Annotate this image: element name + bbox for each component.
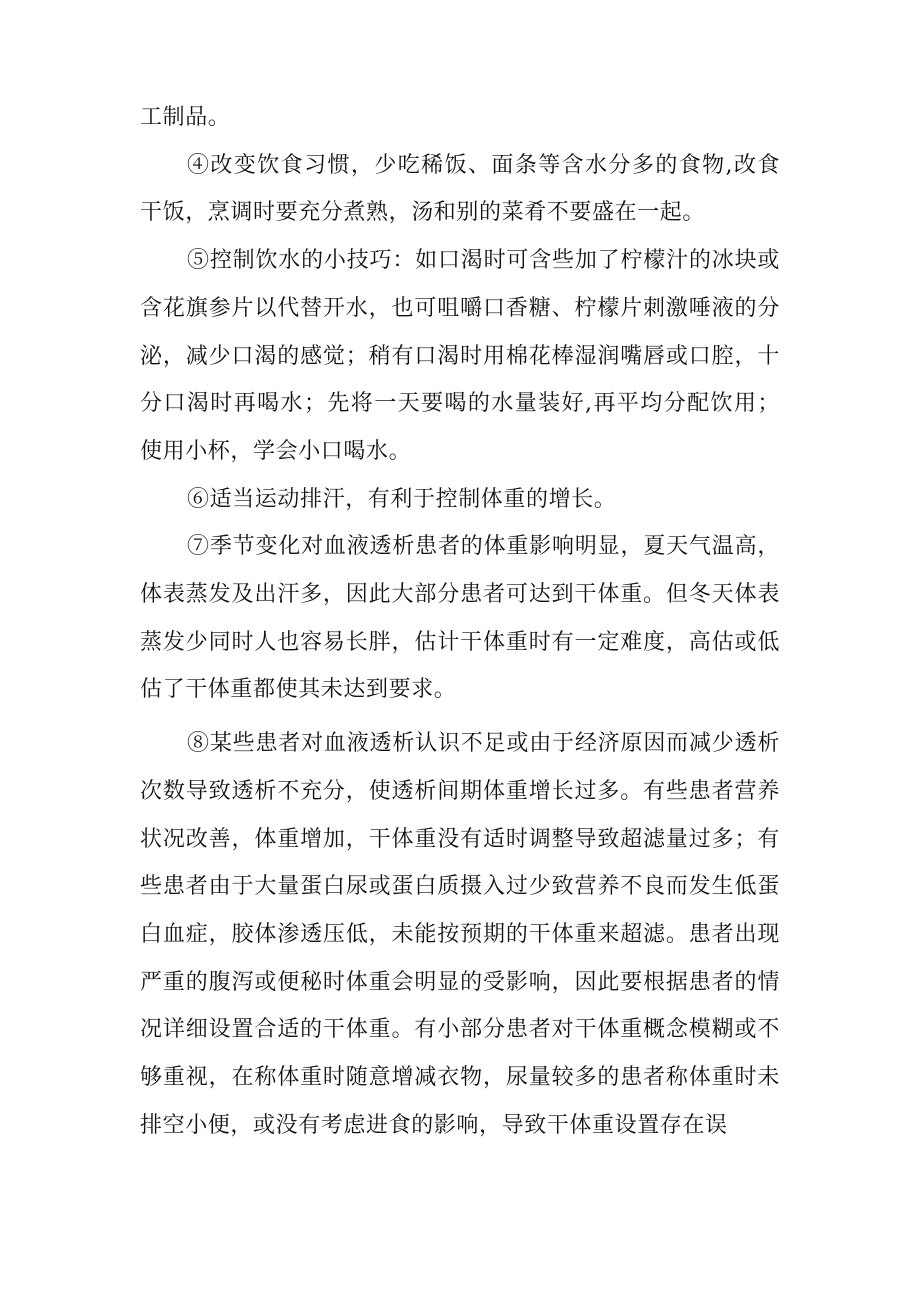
paragraph-item-4: ④改变饮食习惯，少吃稀饭、面条等含水分多的食物,改食干饭，烹调时要充分煮熟，汤和别的菜肴不要盛在一起。 [140,152,780,226]
paragraph-item-6: ⑥适当运动排汗，有利于控制体重的增长。 [187,486,617,512]
paragraph-continuation: 工制品。 [140,105,231,130]
paragraph-item-5: ⑤控制饮水的小技巧：如口渴时可含些加了柠檬汁的冰块或含花旗参片以代替开水，也可咀嚼口香糖、柠檬片刺激唾液的分泌，减少口渴的感觉；稍有口渴时用棉花棒湿润嘴唇或口腔，十分口渴时再喝水；先将一天要喝的水量装好,再平均分配饮用；使用小杯，学会小口喝水。 [140,248,780,464]
paragraph-item-8: ⑧某些患者对血液透析认识不足或由于经济原因而减少透析次数导致透析不充分，使透析间期体重增长过多。有些患者营养状况改善，体重增加，干体重没有适时调整导致超滤量过多；有些患者由于大量蛋白尿或蛋白质摄入过少致营养不良而发生低蛋白血症，胶体渗透压低，未能按预期的干体重来超滤。患者出现严重的腹泻或便秘时体重会明显的受影响，因此要根据患者的情况详细设置合适的干体重。有小部分患者对干体重概念模糊或不够重视，在称体重时随意增减衣物，尿量较多的患者称体重时未排空小便，或没有考虑进食的影响，导致干体重设置存在误 [140,731,780,1138]
document-page [140,94,780,1149]
paragraph-item-7: ⑦季节变化对血液透析患者的体重影响明显，夏天气温高，体表蒸发及出汗多，因此大部分患者可达到干体重。但冬天体表蒸发少同时人也容易长胖，估计干体重时有一定难度，高估或低估了干体重都使其未达到要求。 [140,534,780,703]
